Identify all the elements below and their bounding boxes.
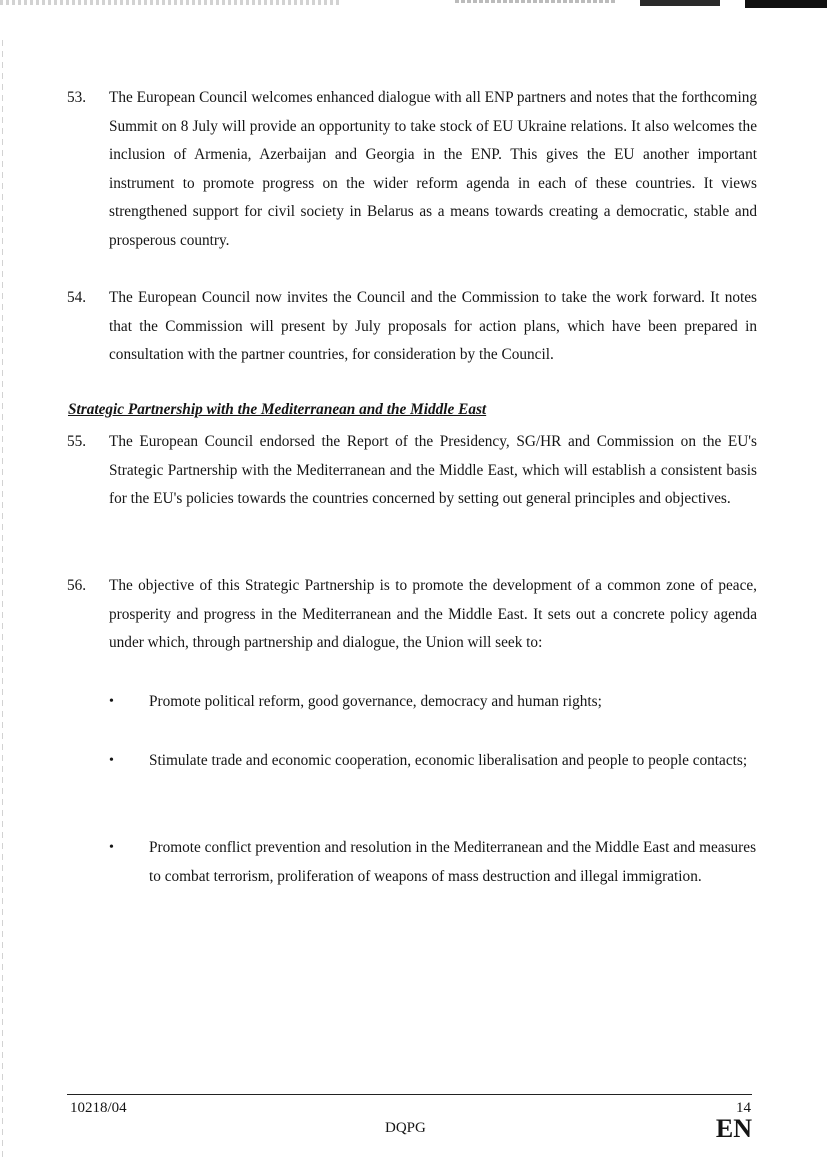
- paragraph-text: The European Council endorsed the Report of the Presidency, SG/HR and Commission on the EU's Strategic Partnership with the Mediterranean and the Middle East, which will establish a consistent basis for the EU's policies towards the countries concerned by setting out general principles and objectives.: [109, 433, 757, 508]
- paragraph-55: [67, 428, 757, 514]
- paragraph-text: The objective of this Strategic Partnership is to promote the development of a common zone of peace, prosperity and progress in the Mediterranean and the Middle East. It sets out a concrete policy agenda under which, through partnership and dialogue, the Union will seek to:: [109, 577, 757, 652]
- scan-artifact-left-edge: [2, 40, 3, 1160]
- paragraph-number: 55.: [67, 433, 87, 450]
- footer-divider: [67, 1094, 752, 1095]
- scan-artifact-top-corner: [745, 0, 827, 8]
- page-number: 14: [736, 1100, 751, 1116]
- paragraph-number: 54.: [67, 289, 87, 306]
- scan-artifact-top-right: [640, 0, 720, 6]
- bullet-icon: •: [109, 840, 114, 855]
- paragraph-number: 53.: [67, 89, 87, 106]
- bullet-item: [109, 747, 757, 776]
- paragraph-number: 56.: [67, 577, 87, 594]
- paragraph-56: [67, 572, 757, 658]
- bullet-text: Stimulate trade and economic cooperation, economic liberalisation and people to people contacts;: [149, 752, 748, 769]
- bullet-icon: •: [109, 694, 114, 709]
- bullet-text: Promote political reform, good governance, democracy and human rights;: [149, 693, 602, 710]
- unit-code: DQPG: [385, 1120, 426, 1136]
- bullet-icon: •: [109, 753, 114, 768]
- paragraph-text: The European Council now invites the Council and the Commission to take the work forward. It notes that the Commission will present by July proposals for action plans, which have been prepared in consultation with the partner countries, for consideration by the Council.: [109, 289, 757, 364]
- paragraph-text: The European Council welcomes enhanced dialogue with all ENP partners and notes that the forthcoming Summit on 8 July will provide an opportunity to take stock of EU Ukraine relations. It also welcomes the inclusion of Armenia, Azerbaijan and Georgia in the ENP. This gives the EU another important instrument to promote progress on the wider reform agenda in each of these countries. It views strengthened support for civil society in Belarus as a means towards creating a democratic, stable and prosperous country.: [109, 89, 757, 249]
- bullet-item: [109, 688, 757, 717]
- paragraph-54: [67, 284, 757, 370]
- scan-artifact-top-left: [0, 0, 340, 5]
- bullet-text: Promote conflict prevention and resolution in the Mediterranean and the Middle East and measures to combat terrorism, proliferation of weapons of mass destruction and illegal immigration.: [149, 839, 757, 885]
- language-code: EN: [715, 1114, 752, 1143]
- paragraph-53: [67, 84, 757, 256]
- scan-artifact-top-middle: [455, 0, 615, 3]
- document-number: 10218/04: [70, 1100, 127, 1116]
- section-heading: Strategic Partnership with the Mediterranean and the Middle East: [68, 401, 487, 418]
- bullet-item: [109, 834, 757, 891]
